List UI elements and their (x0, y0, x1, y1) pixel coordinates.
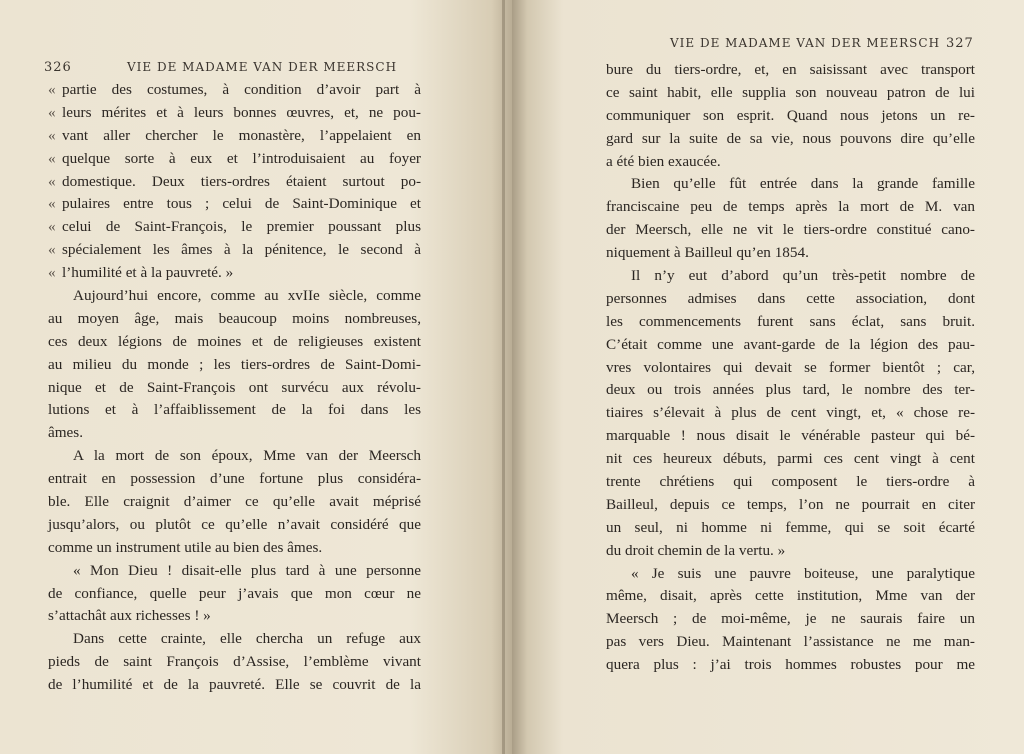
text-line (606, 151, 975, 174)
text-line-content: deux ou trois années plus tard, le nombre des ter- (606, 381, 975, 399)
text-line-content: ces deux légions de moines et de religieuses existent (48, 332, 421, 350)
text-line-content: les commencements furent sans éclat, sans bruit. (606, 312, 975, 330)
text-line-content: nit ces heureux débuts, parmi ces cent vingt à cent (606, 450, 975, 468)
text-line (48, 262, 421, 285)
text-line-content: Aujourd’hui encore, comme au xvIIe siècle, comme (73, 287, 421, 305)
text-line-content: Dans cette crainte, elle chercha un refuge aux (73, 630, 421, 648)
text-line-content: de l’humilité et de la pauvreté. Elle se couvrit de la (48, 676, 421, 694)
text-line-content: Bailleul, depuis ce temps, l’on ne pourrait en citer (606, 495, 975, 513)
text-line (606, 540, 975, 563)
text-line (48, 674, 421, 697)
text-line (48, 308, 421, 331)
text-line (48, 102, 421, 125)
text-line-content: spécialement les âmes à la pénitence, le second à (62, 241, 421, 259)
text-line (48, 583, 421, 606)
text-line (606, 585, 975, 608)
quote-mark: « (48, 126, 56, 144)
text-line (606, 82, 975, 105)
text-line (48, 560, 421, 583)
text-line (606, 608, 975, 631)
right-page (512, 0, 1024, 754)
text-line (606, 563, 975, 586)
text-line (48, 79, 421, 102)
text-line-content: l’humilité et à la pauvreté. » (62, 264, 234, 282)
text-line-content: lutions et à l’affaiblissement de la foi dans les (48, 401, 421, 419)
text-line-content: nique et de Saint-François ont survécu aux révolu- (48, 378, 421, 396)
text-line-content: tiaires s’élevait à plus de cent vingt, et, « chose re- (606, 404, 975, 422)
text-line-content: pulaires entre tous ; celui de Saint-Dominique et (62, 195, 421, 213)
text-line-content: un seul, ni homme ni femme, qui se soit écarté (606, 518, 975, 536)
text-line (48, 285, 421, 308)
text-line-content: marquable ! nous disait le vénérable pasteur qui bé- (606, 427, 975, 445)
text-line-content: der Meersch, elle ne vit le tiers-ordre constitué cano- (606, 221, 975, 239)
text-line-content: jusqu’alors, ou plutôt ce qu’elle n’avait considéré que (48, 515, 421, 533)
quote-mark: « (48, 81, 56, 98)
text-line-content: âmes. (48, 424, 84, 442)
text-line-content: Meersch ; de moi-même, je ne saurais faire un (606, 610, 975, 628)
left-running-head: VIE DE MADAME VAN DER MEERSCH (127, 60, 398, 74)
text-line (48, 377, 421, 400)
quote-mark: « (48, 218, 56, 236)
text-line-content: au milieu du monde ; les tiers-ordres de Saint-Domi- (48, 355, 421, 373)
text-line (48, 628, 421, 651)
text-line (606, 173, 975, 196)
text-line (48, 445, 421, 468)
text-line (48, 491, 421, 514)
text-line (606, 334, 975, 357)
right-page-number: 327 (946, 36, 974, 51)
text-line (48, 331, 421, 354)
text-line (606, 448, 975, 471)
text-line (606, 357, 975, 380)
text-line-content: A la mort de son époux, Mme van der Meersch (73, 447, 421, 465)
text-line (606, 59, 975, 82)
text-line-content: vant aller chercher le monastère, l’appelaient en (62, 126, 421, 144)
quote-mark: « (48, 103, 56, 121)
text-line-content: s’attachât aux richesses ! » (48, 607, 211, 625)
text-line-content: quelque sorte à eux et l’introduisaient au foyer (62, 149, 421, 167)
left-page-text (48, 79, 421, 697)
text-line (48, 354, 421, 377)
text-line (606, 402, 975, 425)
text-line (606, 242, 975, 265)
book-gutter (502, 0, 505, 754)
quote-mark: « (48, 149, 56, 167)
text-line-content: Il n’y eut d’abord qu’un très-petit nombre de (631, 267, 975, 285)
right-running-head: VIE DE MADAME VAN DER MEERSCH (670, 36, 941, 50)
text-line-content: franciscaine peu de temps après la mort de M. van (606, 198, 975, 216)
right-page-text (606, 59, 975, 677)
text-line-content: « Je suis une pauvre boiteuse, une paralytique (631, 564, 975, 582)
text-line (48, 468, 421, 491)
text-line (48, 605, 421, 628)
text-line (606, 471, 975, 494)
text-line-content: niquement à Bailleul qu’en 1854. (606, 244, 809, 262)
text-line (606, 128, 975, 151)
text-line-content: ce saint habit, elle supplia son nouveau patron de lui (606, 83, 975, 101)
text-line-content: Bien qu’elle fût entrée dans la grande famille (631, 175, 975, 193)
text-line (606, 631, 975, 654)
text-line (48, 537, 421, 560)
text-line (48, 171, 421, 194)
text-line (48, 125, 421, 148)
text-line (48, 399, 421, 422)
text-line-content: même, disait, après cette institution, Mme van der (606, 587, 975, 605)
text-line (606, 105, 975, 128)
text-line-content: du droit chemin de la vertu. » (606, 541, 786, 559)
text-line-content: trente chrétiens qui composent le tiers-ordre à (606, 473, 975, 491)
text-line-content: ble. Elle craignit d’aimer ce qu’elle avait méprisé (48, 493, 421, 511)
text-line-content: partie des costumes, à condition d’avoir part à (62, 81, 421, 98)
quote-mark: « (48, 241, 56, 259)
text-line-content: quera plus : j’ai trois hommes robustes pour me (606, 656, 975, 674)
quote-mark: « (48, 195, 56, 213)
text-line (48, 514, 421, 537)
text-line-content: personnes admises dans cette association, dont (606, 289, 975, 307)
text-line-content: de confiance, quelle peur j’avais que mon cœur ne (48, 584, 421, 602)
text-line (48, 651, 421, 674)
quote-mark: « (48, 172, 56, 190)
text-line (606, 288, 975, 311)
text-line-content: entrait en possession d’une fortune plus considéra- (48, 470, 421, 488)
text-line-content: au moyen âge, mais beaucoup moins nombreuses, (48, 309, 421, 327)
text-line (48, 148, 421, 171)
text-line-content: C’était comme une avant-garde de la légion des pau- (606, 335, 975, 353)
text-line-content: a été bien exaucée. (606, 152, 721, 170)
text-line (48, 422, 421, 445)
text-line (48, 239, 421, 262)
quote-mark: « (48, 264, 56, 282)
text-line (606, 265, 975, 288)
text-line (606, 654, 975, 677)
text-line-content: pas vers Dieu. Maintenant l’assistance ne me man- (606, 633, 975, 651)
text-line (606, 425, 975, 448)
text-line-content: vres volontaires qui devait se former bientôt ; car, (606, 358, 975, 376)
text-line-content: domestique. Deux tiers-ordres étaient surtout po- (62, 172, 421, 190)
text-line (48, 193, 421, 216)
text-line-content: communiquer son esprit. Quand nous jetons un re- (606, 106, 975, 124)
text-line (606, 517, 975, 540)
left-page-number: 326 (44, 60, 72, 75)
text-line (606, 196, 975, 219)
text-line-content: bure du tiers-ordre, et, en saisissant avec transport (606, 61, 975, 78)
text-line-content: celui de Saint-François, le premier poussant plus (62, 218, 421, 236)
text-line-content: leurs mérites et à leurs bonnes œuvres, et, ne pou- (62, 103, 421, 121)
text-line-content: comme un instrument utile au bien des âmes. (48, 538, 323, 556)
text-line-content: pieds de saint François d’Assise, l’emblème vivant (48, 653, 421, 671)
text-line (606, 311, 975, 334)
text-line (606, 494, 975, 517)
text-line (606, 379, 975, 402)
text-line (48, 216, 421, 239)
text-line-content: gard sur la suite de sa vie, nous pouvons dire qu’elle (606, 129, 975, 147)
text-line-content: « Mon Dieu ! disait-elle plus tard à une personne (73, 561, 421, 579)
text-line (606, 219, 975, 242)
